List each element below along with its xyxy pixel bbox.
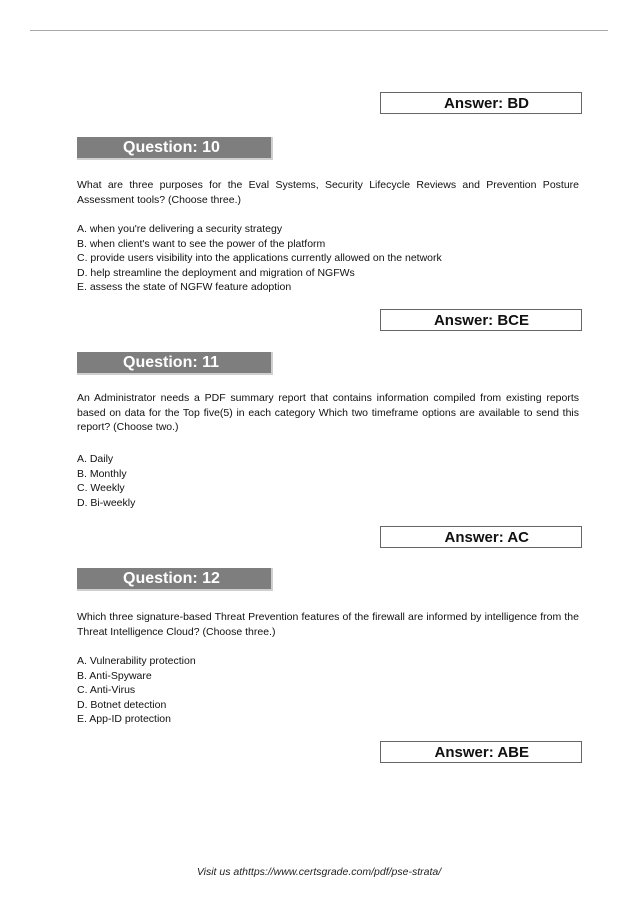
- option-item: B. when client's want to see the power of the platform: [77, 237, 326, 250]
- option-item: C. Weekly: [77, 482, 125, 494]
- header-rule: [30, 30, 608, 31]
- question-10-options: [77, 222, 579, 295]
- question-12-heading: [77, 568, 273, 591]
- question-11-options: [77, 452, 579, 510]
- option-item: A. Vulnerability protection: [77, 655, 196, 667]
- answer-label: Answer: BD: [443, 95, 529, 112]
- question-heading-label: Question: 11: [123, 354, 220, 371]
- question-10-text: What are three purposes for the Eval Systems, Security Lifecycle Reviews and Prevention Posture Assessment tools? (Choose three.): [77, 179, 579, 206]
- answer-box-question-11: [380, 526, 582, 548]
- footer-link-text[interactable]: Visit us athttps://www.certsgrade.com/pdf/pse-strata/: [196, 866, 442, 878]
- option-item: C. Anti-Virus: [77, 684, 136, 696]
- option-item: A. when you're delivering a security strategy: [77, 223, 283, 235]
- answer-box-previous: [380, 92, 582, 114]
- question-11-text: An Administrator needs a PDF summary report that contains information compiled from existing reports based on data for the Top five(5) in each category Which two timeframe options are available to send this report? (Choose two.): [77, 392, 579, 433]
- answer-label: Answer: AC: [444, 529, 529, 546]
- option-item: E. assess the state of NGFW feature adoption: [77, 281, 292, 293]
- answer-box-question-12: [380, 741, 582, 763]
- question-12-options: [77, 654, 579, 727]
- answer-label: Answer: ABE: [434, 744, 529, 761]
- answer-box-question-10: [380, 309, 582, 331]
- option-item: B. Monthly: [77, 467, 127, 480]
- question-10-heading: [77, 137, 273, 160]
- option-item: C. provide users visibility into the applications currently allowed on the network: [77, 252, 442, 264]
- option-item: D. Botnet detection: [77, 698, 167, 711]
- option-item: E. App-ID protection: [77, 713, 171, 725]
- option-item: D. Bi-weekly: [77, 496, 136, 509]
- question-11-heading: [77, 352, 273, 375]
- answer-label: Answer: BCE: [433, 312, 529, 329]
- question-heading-label: Question: 12: [123, 570, 220, 587]
- option-item: A. Daily: [77, 453, 114, 465]
- option-item: D. help streamline the deployment and migration of NGFWs: [77, 266, 355, 279]
- option-item: B. Anti-Spyware: [77, 669, 152, 682]
- question-12-text: Which three signature-based Threat Prevention features of the firewall are informed by intelligence from the Threat Intelligence Cloud? (Choose three.): [77, 611, 579, 638]
- question-heading-label: Question: 10: [123, 139, 220, 156]
